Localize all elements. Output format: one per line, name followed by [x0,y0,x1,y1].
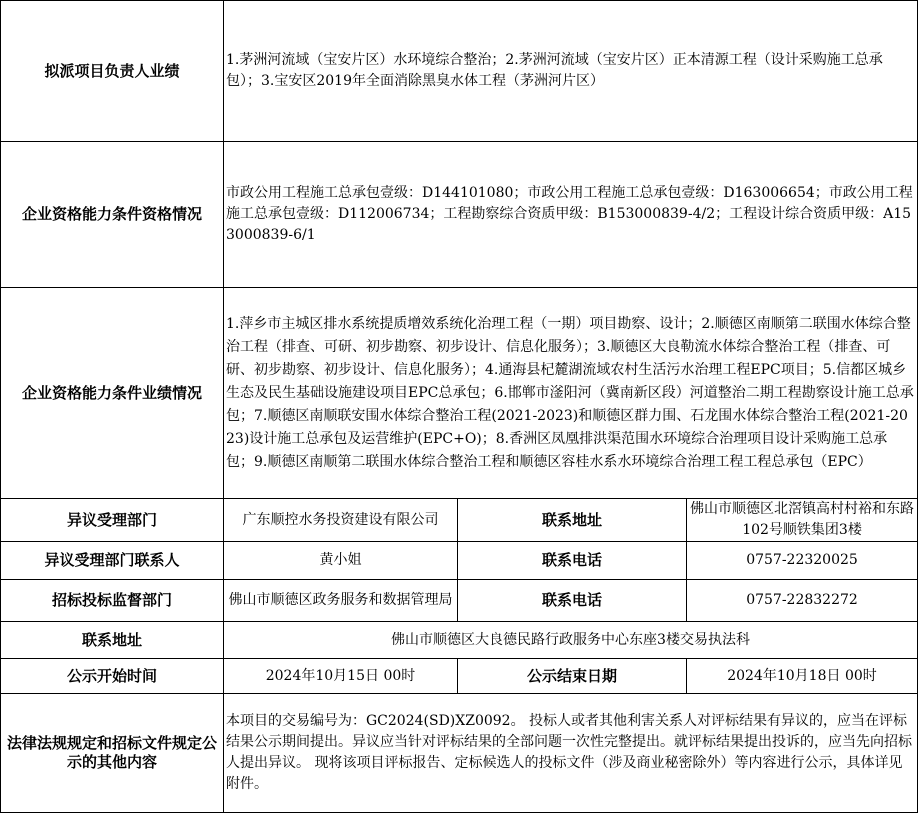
objection-dept-label: 异议受理部门 [1,499,224,542]
address-label: 联系地址 [1,622,224,659]
legal-value: 本项目的交易编号为：GC2024(SD)XZ0092。 投标人或者其他利害关系人对评标结果有异议的，应当在评标结果公示期间提出。异议应当针对评标结果的全部问题一次性完整提出。就评标结果提出投诉的，应当先向招标人提出异议。 现将该项目评标报告、定标候选人的投标文件（涉及商业秘密除外）等内容进行公示，具体详见附件。 [224,694,918,813]
row-qualification [1,142,918,288]
contact-phone-label: 联系电话 [458,542,687,580]
performance-value: 1.茅洲河流域（宝安片区）水环境综合整治；2.茅洲河流域（宝安片区）正本清源工程（设计采购施工总承包）；3.宝安区2019年全面消除黑臭水体工程（茅洲河片区） [224,1,918,142]
objection-address-label: 联系地址 [458,499,687,542]
row-address [1,622,918,659]
supervision-dept-label: 招标投标监督部门 [1,580,224,622]
address-value: 佛山市顺德区大良德民路行政服务中心东座3楼交易执法科 [224,622,918,659]
row-period [1,659,918,694]
row-contact [1,542,918,580]
row-supervision [1,580,918,622]
performance-label: 拟派项目负责人业绩 [1,1,224,142]
period-start-label: 公示开始时间 [1,659,224,694]
contact-person-label: 异议受理部门联系人 [1,542,224,580]
supervision-phone-label: 联系电话 [458,580,687,622]
contact-phone-value: 0757-22320025 [687,542,918,580]
row-legal [1,694,918,813]
row-objection [1,499,918,542]
legal-label: 法律法规规定和招标文件规定公示的其他内容 [1,694,224,813]
row-company-performance [1,288,918,499]
contact-person-value: 黄小姐 [224,542,458,580]
objection-address-value: 佛山市顺德区北滘镇高村村裕和东路102号顺铁集团3楼 [687,499,918,542]
qualification-value: 市政公用工程施工总承包壹级：D144101080；市政公用工程施工总承包壹级：D163006654；市政公用工程施工总承包壹级：D112006734；工程勘察综合资质甲级：B153000839-4/2；工程设计综合资质甲级：A153000839-6/1 [224,142,918,288]
supervision-dept-value: 佛山市顺德区政务服务和数据管理局 [224,580,458,622]
period-end-label: 公示结束日期 [458,659,687,694]
supervision-phone-value: 0757-22832272 [687,580,918,622]
company-performance-label: 企业资格能力条件业绩情况 [1,288,224,499]
period-end-value: 2024年10月18日 00时 [687,659,918,694]
row-performance [1,1,918,142]
objection-dept-value: 广东顺控水务投资建设有限公司 [224,499,458,542]
qualification-label: 企业资格能力条件资格情况 [1,142,224,288]
period-start-value: 2024年10月15日 00时 [224,659,458,694]
company-performance-value: 1.萍乡市主城区排水系统提质增效系统化治理工程（一期）项目勘察、设计；2.顺德区南顺第二联围水体综合整治工程（排查、可研、初步勘察、初步设计、信息化服务）；3.顺德区大良勒流水体综合整治工程（排查、可研、初步勘察、初步设计、信息化服务）；4.通海县杞麓湖流域农村生活污水治理工程EPC项目；5.信都区城乡生态及民生基础设施建设项目EPC总承包；6.邯郸市滏阳河（冀南新区段）河道整治二期工程勘察设计施工总承包；7.顺德区南顺联安围水体综合整治工程(2021-2023)和顺德区群力围、石龙围水体综合整治工程(2021-2023)设计施工总承包及运营维护(EPC+O)；8.香洲区凤凰排洪渠范围水环境综合治理项目设计采购施工总承包；9.顺德区南顺第二联围水体综合整治工程和顺德区容桂水系水环境综合治理工程工程总承包（EPC） [224,288,918,499]
